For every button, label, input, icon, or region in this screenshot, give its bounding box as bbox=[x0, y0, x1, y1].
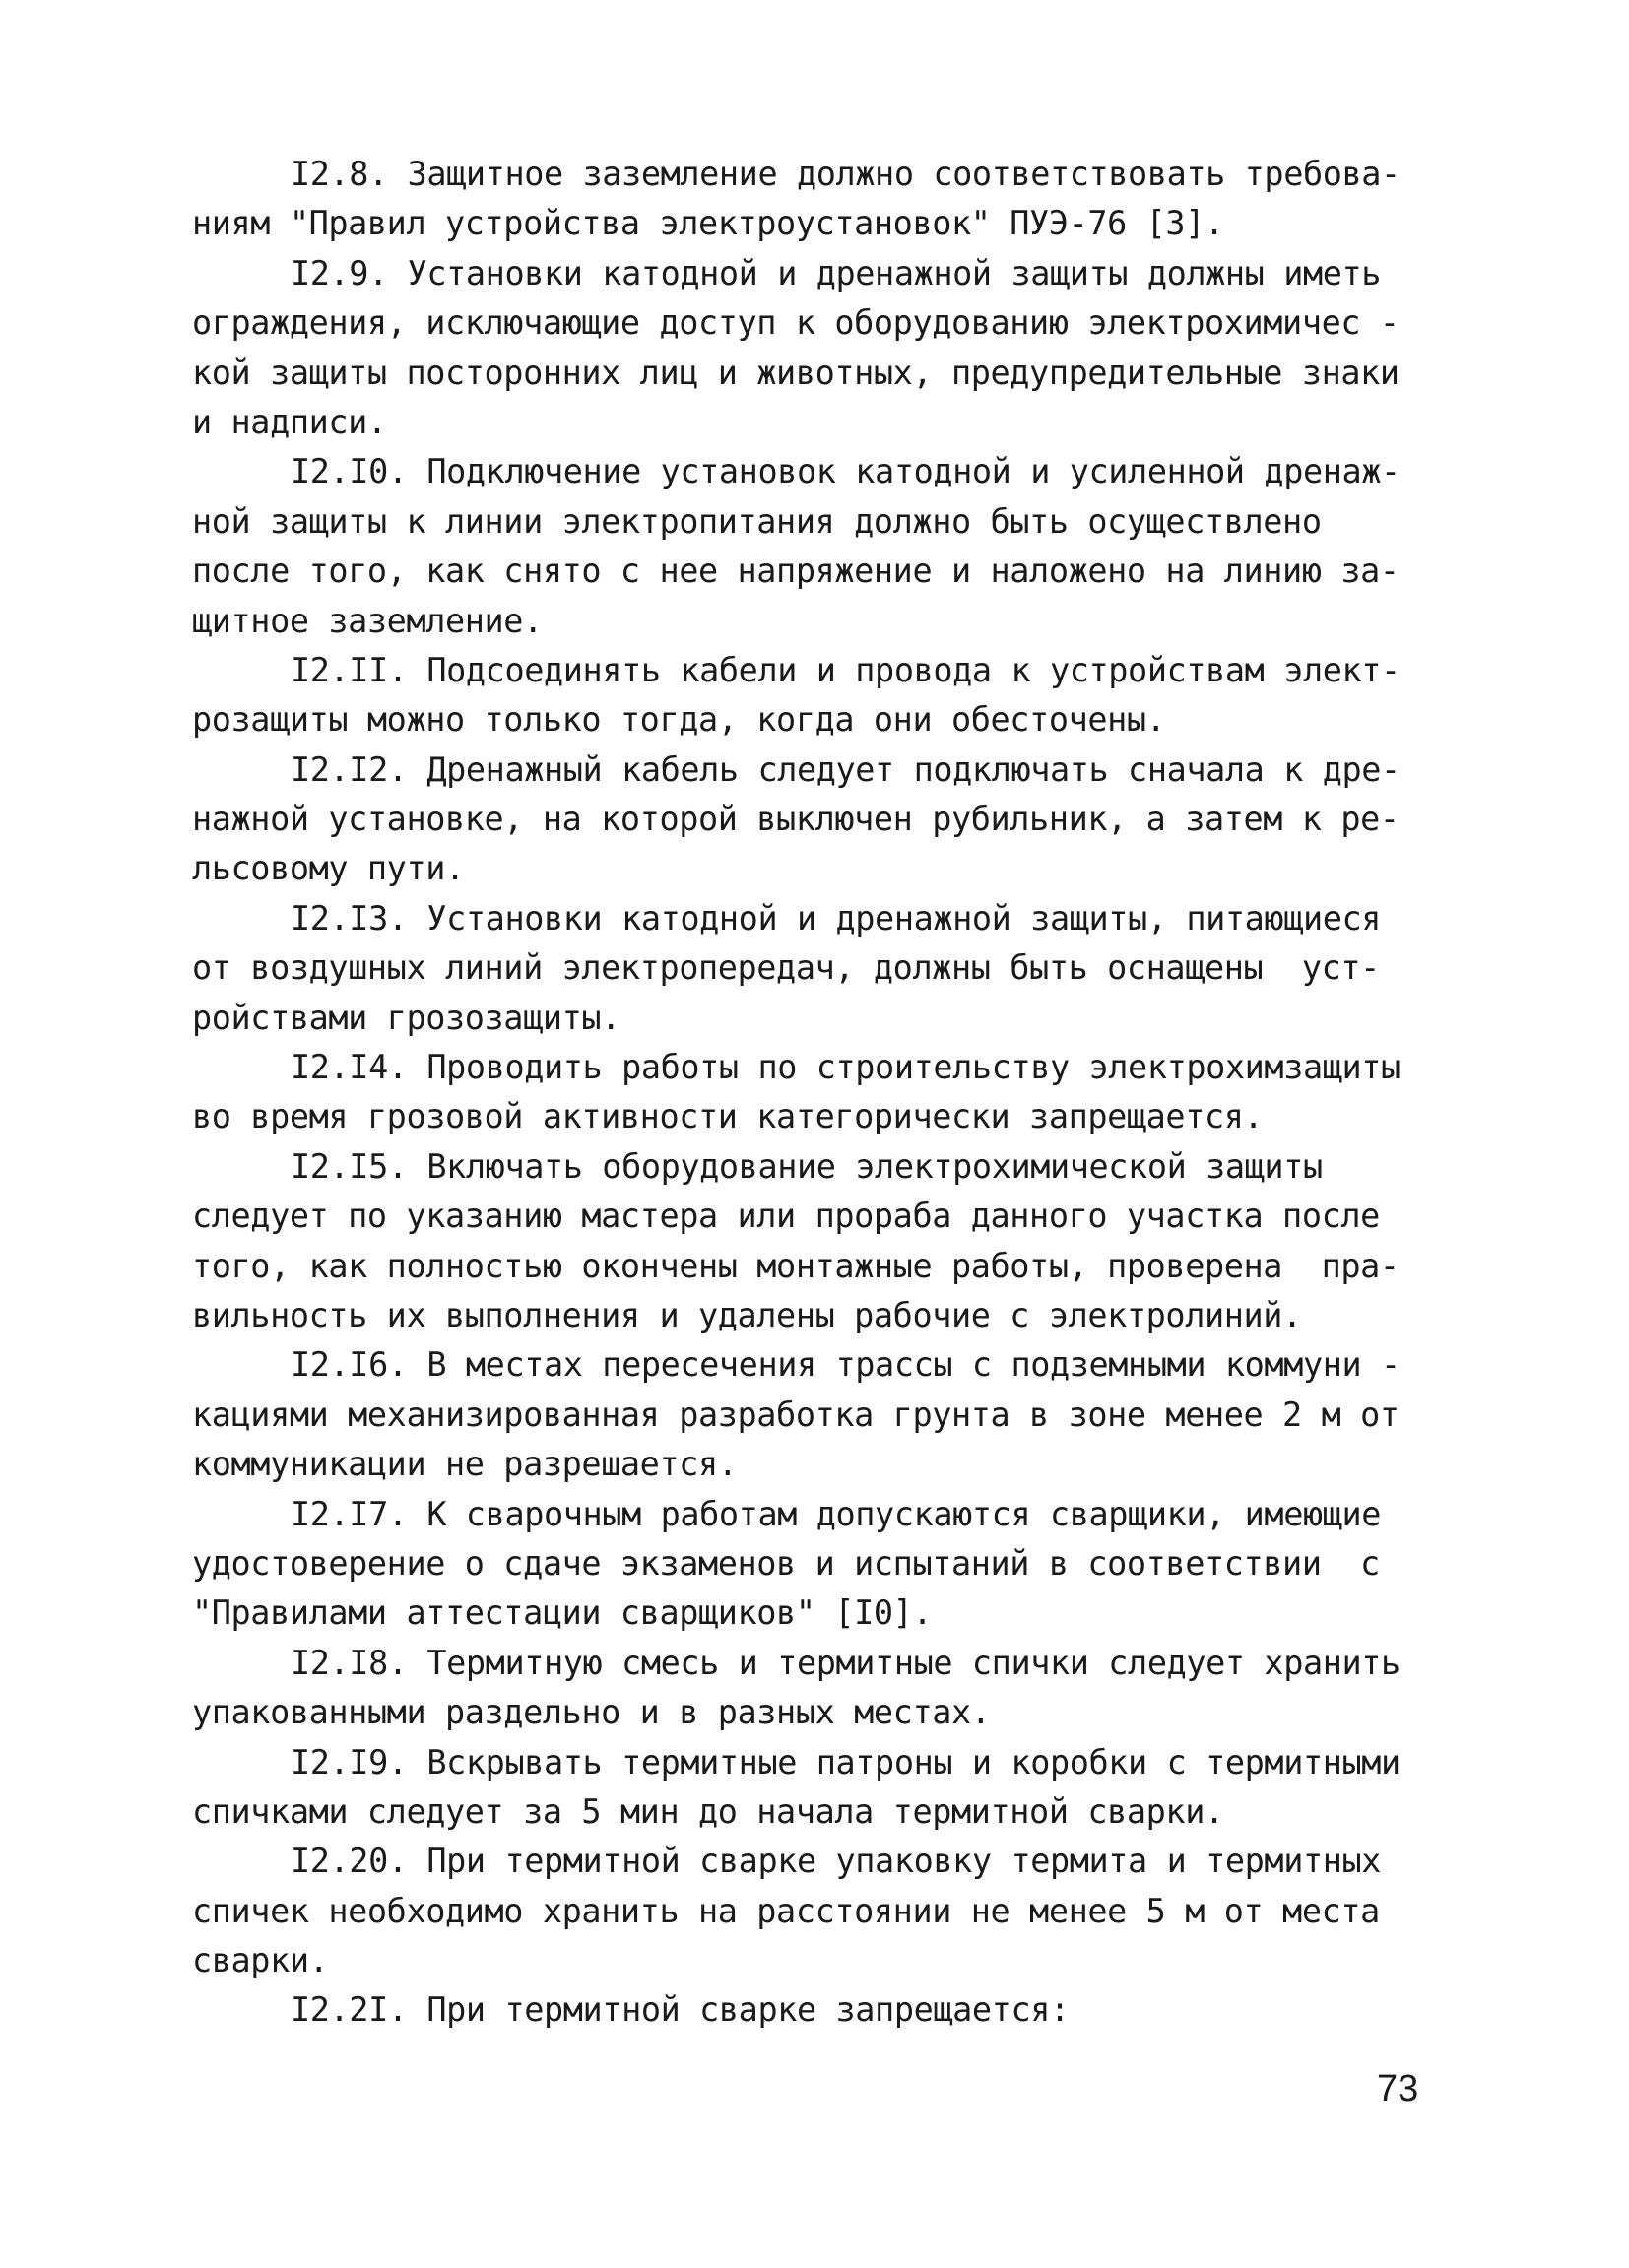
text-line: I2.II. Подсоединять кабели и провода к устройствам элект- bbox=[291, 650, 1401, 689]
paragraph bbox=[192, 1837, 1423, 1985]
text-line: нажной установке, на которой выключен рубильник, а затем к ре- bbox=[192, 800, 1400, 839]
text-line: щитное заземление. bbox=[192, 601, 543, 640]
text-line: "Правилами аттестации сварщиков" [I0]. bbox=[192, 1593, 933, 1633]
paragraph bbox=[192, 1490, 1423, 1639]
text-line: кациями механизированная разработка грунта в зоне менее 2 м от bbox=[192, 1394, 1400, 1434]
text-line: I2.I6. В местах пересечения трассы с подземными коммуни - bbox=[291, 1345, 1401, 1385]
document-body bbox=[192, 150, 1423, 2036]
paragraph bbox=[192, 745, 1423, 894]
text-line: следует по указанию мастера или прораба данного участка после bbox=[192, 1197, 1380, 1236]
text-line: I2.9. Установки катодной и дренажной защиты должны иметь bbox=[291, 253, 1382, 292]
text-line: I2.I8. Термитную смесь и термитные спички следует хранить bbox=[291, 1643, 1401, 1682]
text-line: сварки. bbox=[192, 1941, 329, 1980]
paragraph bbox=[192, 1985, 1423, 2035]
text-line: I2.I0. Подключение установок катодной и усиленной дренаж- bbox=[291, 452, 1401, 491]
text-line: розащиты можно только тогда, когда они обесточены. bbox=[192, 700, 1166, 740]
paragraph bbox=[192, 1738, 1423, 1838]
paragraph bbox=[192, 1043, 1423, 1142]
paragraph bbox=[192, 249, 1423, 448]
text-line: льсовому пути. bbox=[192, 849, 465, 888]
text-line: I2.2I. При термитной сварке запрещается: bbox=[291, 1990, 1070, 2030]
text-line: I2.8. Защитное заземление должно соответствовать требова- bbox=[291, 155, 1401, 193]
text-line: I2.I7. К сварочным работам допускаются сварщики, имеющие bbox=[291, 1494, 1382, 1533]
text-line: I2.I5. Включать оборудование электрохимической защиты bbox=[291, 1146, 1323, 1186]
paragraph bbox=[192, 1639, 1423, 1738]
text-line: спичек необходимо хранить на расстоянии не менее 5 м от места bbox=[192, 1891, 1380, 1930]
text-line: вильность их выполнения и удалены рабочие с электролиний. bbox=[192, 1295, 1302, 1334]
paragraph bbox=[192, 894, 1423, 1043]
text-line: и надписи. bbox=[192, 402, 387, 441]
text-line: во время грозовой активности категорически запрещается. bbox=[192, 1097, 1264, 1136]
text-line: I2.I4. Проводить работы по строительству электрохимзащиты bbox=[291, 1048, 1401, 1087]
text-line: I2.I9. Вскрывать термитные патроны и коробки с термитными bbox=[291, 1742, 1401, 1782]
text-line: после того, как снято с нее напряжение и наложено на линию за- bbox=[192, 551, 1400, 591]
page-number: 73 bbox=[1377, 2068, 1419, 2109]
text-line: I2.20. При термитной сварке упаковку термита и термитных bbox=[291, 1842, 1382, 1881]
paragraph bbox=[192, 1340, 1423, 1489]
text-line: упакованными раздельно и в разных местах. bbox=[192, 1693, 991, 1732]
text-line: удостоверение о сдаче экзаменов и испытаний в соответствии с bbox=[192, 1543, 1380, 1583]
text-line: I2.I2. Дренажный кабель следует подключать сначала к дре- bbox=[291, 749, 1401, 789]
text-line: кой защиты посторонних лиц и животных, предупредительные знаки bbox=[192, 353, 1400, 392]
text-line: того, как полностью окончены монтажные работы, проверена пра- bbox=[192, 1246, 1400, 1285]
document-page bbox=[192, 150, 1423, 2036]
text-line: ограждения, исключающие доступ к оборудованию электрохимичес - bbox=[192, 303, 1400, 343]
text-line: ройствами грозозащиты. bbox=[192, 998, 620, 1037]
paragraph bbox=[192, 646, 1423, 745]
text-line: коммуникации не разрешается. bbox=[192, 1445, 738, 1484]
paragraph bbox=[192, 150, 1423, 249]
text-line: спичками следует за 5 мин до начала термитной сварки. bbox=[192, 1791, 1224, 1831]
paragraph bbox=[192, 447, 1423, 646]
text-line: от воздушных линий электропередач, должны быть оснащены уст- bbox=[192, 948, 1380, 988]
text-line: I2.I3. Установки катодной и дренажной защиты, питающиеся bbox=[291, 898, 1382, 938]
paragraph bbox=[192, 1142, 1423, 1341]
text-line: ниям "Правил устройства электроустановок" ПУЭ-76 [3]. bbox=[192, 204, 1224, 243]
text-line: ной защиты к линии электропитания должно быть осуществлено bbox=[192, 501, 1322, 541]
